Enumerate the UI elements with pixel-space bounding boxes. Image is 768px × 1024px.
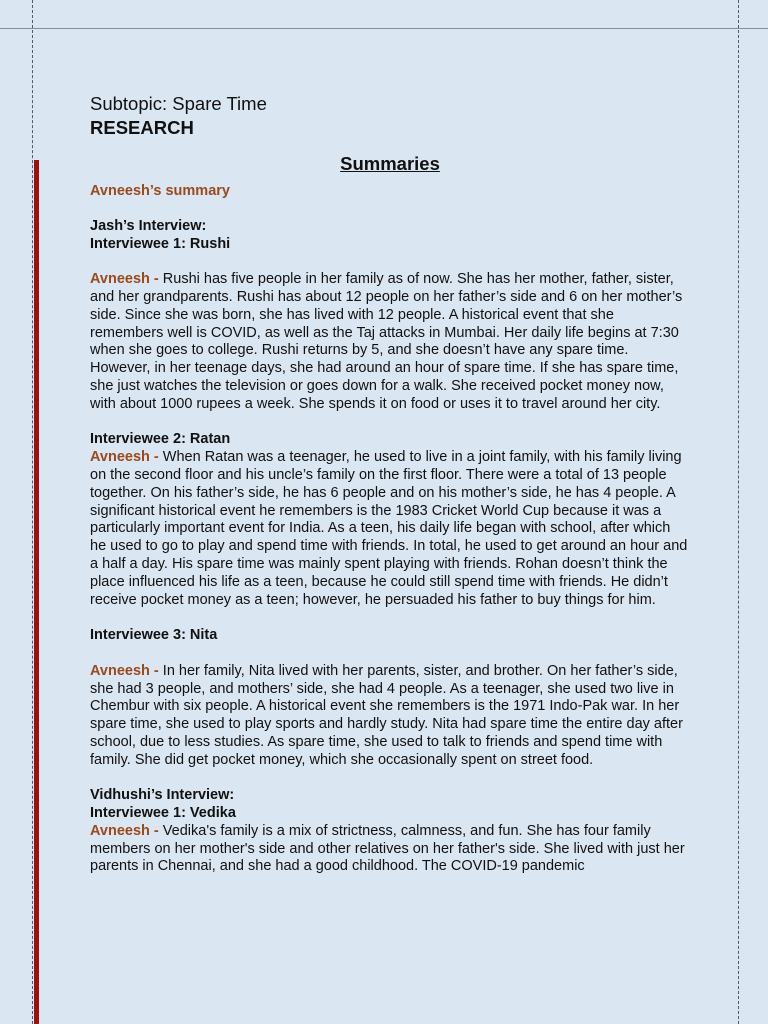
left-margin-guide — [32, 0, 33, 1024]
summary-author-label: Avneesh - — [90, 662, 163, 679]
jash-interviewee-3-summary — [90, 663, 690, 770]
section-accent-bar — [34, 160, 39, 1024]
vidhushi-interviewee-1-summary — [90, 823, 690, 876]
jash-interviewee-2-heading: Interviewee 2: Ratan — [90, 431, 231, 448]
jash-interviewee-3-heading: Interviewee 3: Nita — [90, 627, 218, 644]
avneesh-summary-heading: Avneesh’s summary — [90, 183, 230, 199]
summary-text: Rushi has five people in her family as of now. She has her mother, father, sister, and her grandparents. Rushi has about 12 people on her father’s side and 6 on her mother’s side. Since she was born, she has lived with 12 people. A historical event that she remembers well is COVID, as well as the Taj attacks in Mumbai. Her daily life begins at 7:30 when she goes to college. Rushi returns by 5, and she doesn’t have any spare time. However, in her teenage days, she had around an hour of spare time. If she has spare time, she just watches the television or goes down for a walk. She received pocket money now, with about 1000 rupees a week. She spends it on food or uses it to travel around her city. — [90, 271, 683, 412]
vidhushi-interview-title: Vidhushi’s Interview: — [90, 787, 235, 804]
summary-author-label: Avneesh - — [90, 271, 163, 288]
summaries-title: Summaries — [340, 153, 440, 174]
research-heading: RESEARCH — [90, 117, 194, 138]
summary-author-label: Avneesh - — [90, 449, 163, 466]
document-body — [90, 92, 690, 876]
page-top-rule — [0, 28, 768, 29]
vidhushi-interviewee-1-heading: Interviewee 1: Vedika — [90, 805, 236, 822]
subtopic-heading: Subtopic: Spare Time — [90, 93, 267, 114]
summary-text: Vedika's family is a mix of strictness, calmness, and fun. She has four family members on her mother's side and other relatives on her father's side. She lived with just her parents in Chennai, and she had a good childhood. The COVID-19 pandemic — [90, 822, 685, 875]
jash-interviewee-2-summary — [90, 449, 690, 609]
jash-interviewee-1-summary — [90, 271, 690, 413]
summary-author-label: Avneesh - — [90, 822, 163, 839]
summary-text: In her family, Nita lived with her parents, sister, and brother. On her father’s side, she had 3 people, and mothers’ side, she had 4 people. As a teenager, she used two live in Chembur with six people. A historical event she remembers is the 1971 Indo-Pak war. In her spare time, she used to play sports and hardly study. Nita had spare time the entire day after school, due to less studies. As spare time, she used to talk to friends and spend time with family. She did get pocket money, which she occasionally spent on street food. — [90, 662, 683, 768]
right-margin-guide — [738, 0, 739, 1024]
summary-text: When Ratan was a teenager, he used to live in a joint family, with his family living on the second floor and his uncle’s family on the first floor. There were a total of 13 people together. On his father’s side, he has 6 people and on his mother’s side, he has 4 people. A significant historical event he remembers is the 1983 Cricket World Cup because it was a particularly important event for India. As a teen, his daily life began with school, after which he used to go to play and spend time with friends. In total, he used to get around an hour and a half a day. His spare time was mainly spent playing with friends. Rohan doesn’t think the place influenced his life as a teen, because he could still spend time with friends. He didn’t receive pocket money as a teen; however, he persuaded his father to buy things for him. — [90, 449, 688, 608]
jash-interview-title: Jash’s Interview: — [90, 217, 207, 234]
jash-interviewee-1-heading: Interviewee 1: Rushi — [90, 235, 231, 252]
